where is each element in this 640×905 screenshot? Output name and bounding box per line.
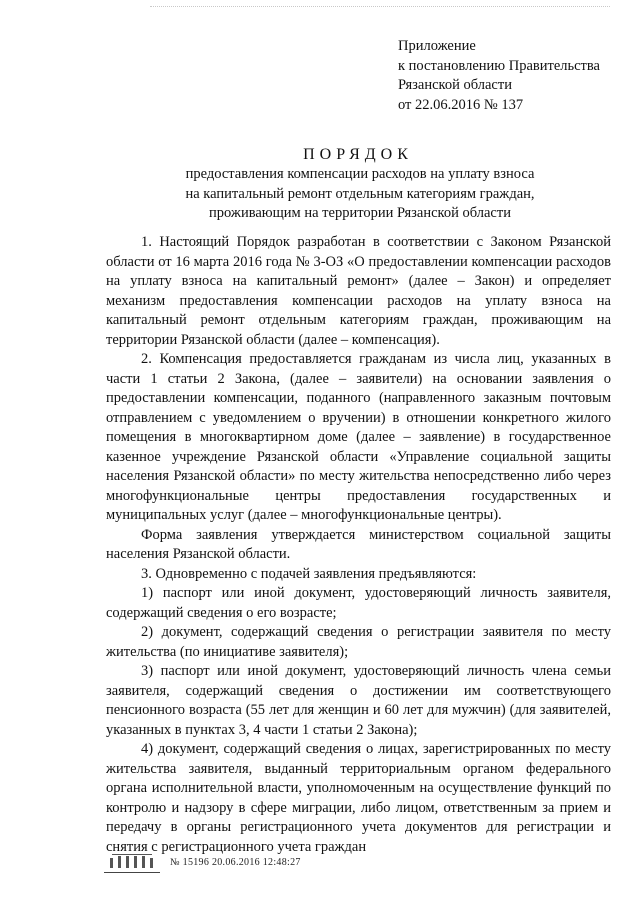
list-item-2: 2) документ, содержащий сведения о регистрации заявителя по месту жительства (по инициативе заявителя); [106,624,611,660]
building-stamp-icon [104,852,160,873]
appendix-line-4: от 22.06.2016 № 137 [398,96,524,113]
registration-stamp: № 15196 20.06.2016 12:48:27 [170,857,301,868]
appendix-line-2: к постановлению Правительства [398,57,600,74]
subtitle-line-3: проживающим на территории Рязанской области [209,205,511,221]
paragraph-2: 2. Компенсация предоставляется гражданам из числа лиц, указанных в части 1 статьи 2 Закона, (далее – заявители) на основании заявления о предоставлении компенсации, поданного (направленного заказным почтовым отправлением с уведомлением о вручении) в отношении конкретного жилого помещения в многоквартирном доме (далее – заявление) в государственное казенное учреждение Рязанской области «Управление социальной защиты населения Рязанской области» по месту жительства непосредственно либо через многофункциональные центры предоставления государственных и муниципальных услуг (далее – многофункциональные центры). [106,351,611,523]
paragraph-3: 3. Одновременно с подачей заявления предъявляются: [141,565,477,582]
paragraph-form: Форма заявления утверждается министерством социальной защиты населения Рязанской области. [106,526,611,562]
appendix-line-1: Приложение [398,38,476,54]
appendix-header [398,37,600,115]
subtitle-line-2: на капитальный ремонт отдельным категориям граждан, [185,185,535,202]
list-item-4: 4) документ, содержащий сведения о лицах, зарегистрированных по месту жительства заявителя, выданный территориальным органом федерального органа исполнительной власти, уполномоченным на осуществление функций по контролю и надзору в сфере миграции, либо лицом, ответственным за прием и передачу в органы регистрационного учета документов для регистрации и снятия с регистрационного учета граждан [106,741,611,855]
document-subtitle [110,165,610,224]
list-item-3: 3) паспорт или иной документ, удостоверяющий личность члена семьи заявителя, содержащий сведения о достижении им соответствующего пенсионного возраста (55 лет для женщин и 60 лет для мужчин) (для заявителей, указанных в пунктах 3, 4 части 1 статьи 2 Закона); [106,663,611,738]
registration-footer [104,852,301,873]
document-title: ПОРЯДОК [303,146,413,163]
subtitle-line-1: предоставления компенсации расходов на уплату взноса [185,166,535,182]
list-item-1: 1) паспорт или иной документ, удостоверяющий личность заявителя, содержащий сведения о его возрасте; [106,585,611,621]
paragraph-1: 1. Настоящий Порядок разработан в соответствии с Законом Рязанской области от 16 марта 2016 года № 3-ОЗ «О предоставлении компенсации расходов на уплату взноса на капитальный ремонт» (далее – Закон) и определяет механизм предоставления компенсации расходов на уплату взноса на капитальный ремонт отдельным категориям граждан, проживающим на территории Рязанской области (далее – компенсация). [106,234,611,348]
document-body [106,233,611,857]
appendix-line-3: Рязанской области [398,77,512,93]
scan-artifact-line [150,6,610,10]
